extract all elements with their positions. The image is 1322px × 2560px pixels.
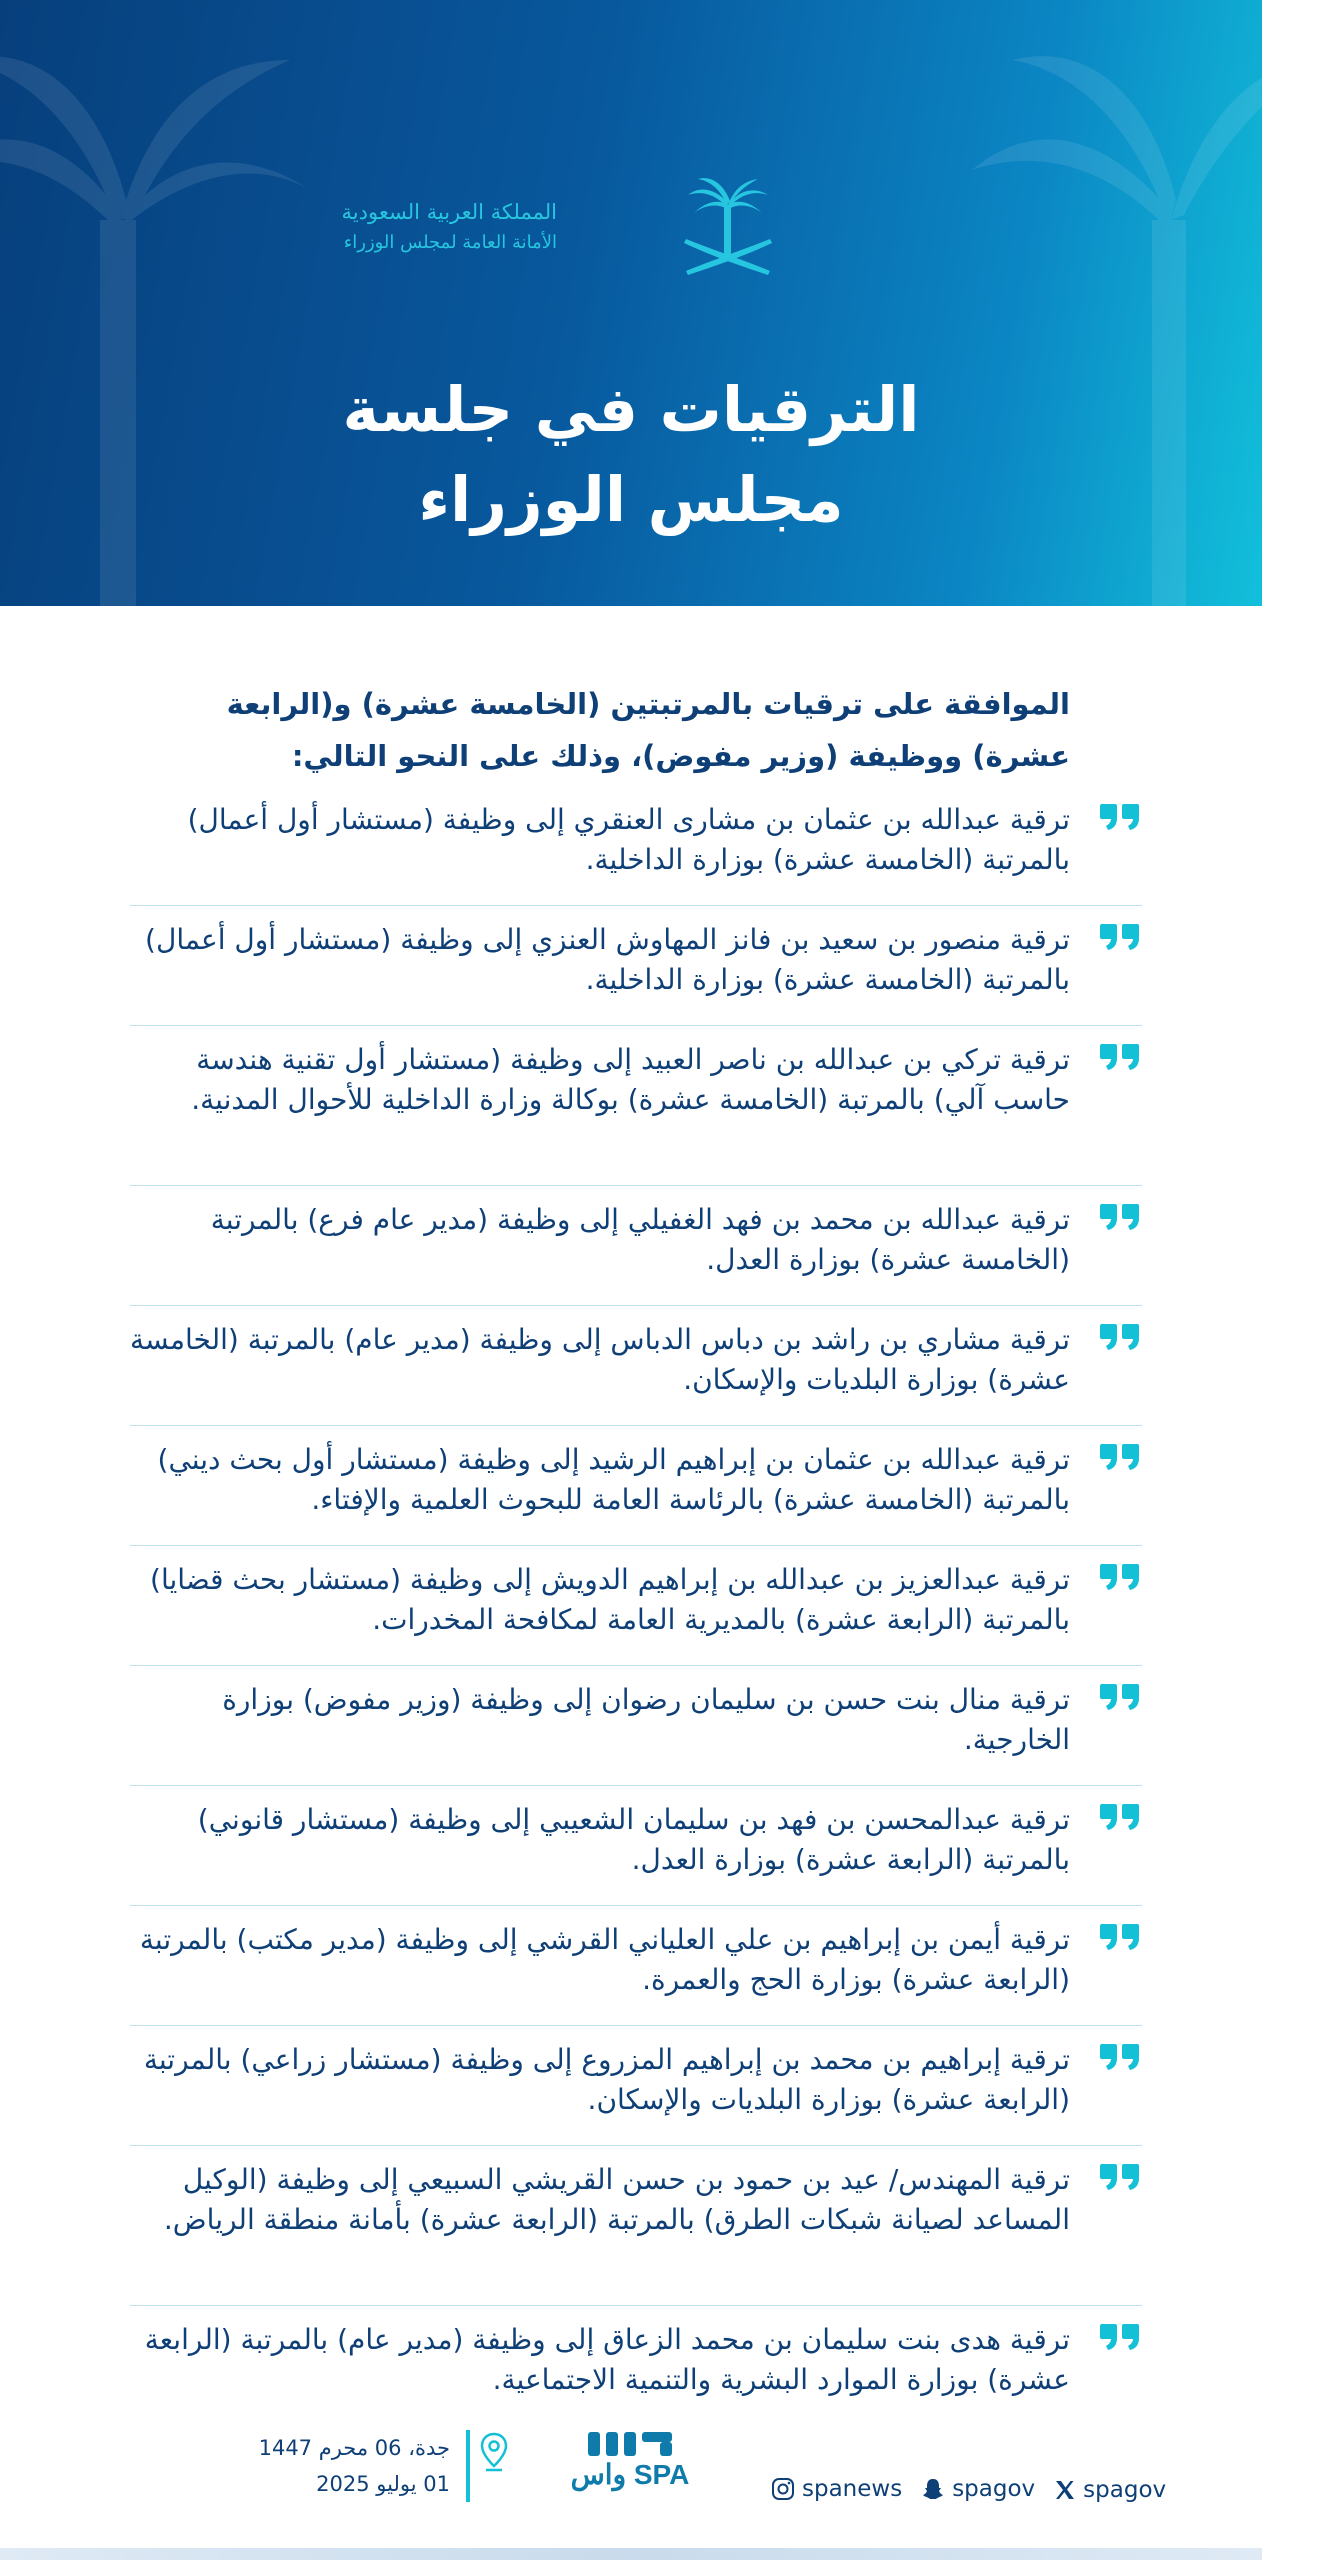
content-area xyxy=(0,606,1262,2560)
intro-paragraph: الموافقة على ترقيات بالمرتبتين (الخامسة عشرة) و(الرابعة عشرة) ووظيفة (وزير مفوض)، وذلك على النحو التالي: xyxy=(226,687,1070,773)
quote-icon xyxy=(1098,1202,1142,1232)
list-item xyxy=(130,1546,1142,1666)
location-pin-icon xyxy=(480,2432,508,2472)
quote-icon xyxy=(1098,802,1142,832)
social-handle: spagov xyxy=(1083,2477,1167,2503)
quote-icon xyxy=(1098,1322,1142,1352)
social-link-instagram[interactable] xyxy=(770,2476,902,2502)
social-links xyxy=(770,2476,1210,2512)
promotion-text: ترقية إبراهيم بن محمد بن إبراهيم المزروع إلى وظيفة (مستشار زراعي) بالمرتبة (الرابعة عشرة) بوزارة البلديات والإسكان. xyxy=(143,2043,1070,2116)
bottom-strip xyxy=(0,2548,1262,2560)
promotion-text: ترقية عبدالله بن عثمان بن مشارى العنقري إلى وظيفة (مستشار أول أعمال) بالمرتبة (الخامسة عشرة) بوزارة الداخلية. xyxy=(187,803,1070,876)
spa-logo xyxy=(570,2428,690,2490)
list-item xyxy=(130,906,1142,1026)
page-title xyxy=(0,365,1262,545)
list-item xyxy=(130,2026,1142,2146)
social-handle: spagov xyxy=(952,2476,1036,2502)
quote-icon xyxy=(1098,1802,1142,1832)
x-icon xyxy=(1053,2478,1083,2502)
list-item xyxy=(130,1306,1142,1426)
quote-icon xyxy=(1098,1922,1142,1952)
quote-icon xyxy=(1098,2322,1142,2352)
quote-icon xyxy=(1098,1442,1142,1472)
promotion-text: ترقية هدى بنت سليمان بن محمد الزعاق إلى وظيفة (مدير عام) بالمرتبة (الرابعة عشرة) بوزارة الموارد البشرية والتنمية الاجتماعية. xyxy=(144,2323,1070,2396)
logo-country-name: المملكة العربية السعودية xyxy=(341,200,557,224)
promotion-text: ترقية منال بنت حسن بن سليمان رضوان إلى وظيفة (وزير مفوض) بوزارة الخارجية. xyxy=(222,1683,1070,1756)
date-gregorian: 01 يوليو 2025 xyxy=(316,2472,450,2496)
promotion-text: ترقية عبدالمحسن بن فهد بن سليمان الشعيبي إلى وظيفة (مستشار قانوني) بالمرتبة (الرابعة عشرة) بوزارة العدل. xyxy=(197,1803,1070,1876)
social-link-snapchat[interactable] xyxy=(920,2476,1035,2502)
list-item xyxy=(130,1426,1142,1546)
list-item xyxy=(130,1906,1142,2026)
social-handle: spanews xyxy=(802,2476,903,2502)
title-line-1: الترقيات في جلسة xyxy=(342,373,920,446)
promotion-text: ترقية تركي بن عبدالله بن ناصر العبيد إلى وظيفة (مستشار أول تقنية هندسة حاسب آلي) بالمرتبة (الخامسة عشرة) بوكالة وزارة الداخلية للأحوال المدنية. xyxy=(191,1043,1070,1116)
quote-icon xyxy=(1098,1562,1142,1592)
header-banner xyxy=(0,0,1262,606)
date-hijri: جدة، 06 محرم 1447 xyxy=(258,2436,450,2460)
list-item xyxy=(130,1666,1142,1786)
footer-date xyxy=(130,2430,470,2502)
promotion-text: ترقية عبدالعزيز بن عبدالله بن إبراهيم الدويش إلى وظيفة (مستشار بحث قضايا) بالمرتبة (الرابعة عشرة) بالمديرية العامة لمكافحة المخدرات. xyxy=(150,1563,1070,1636)
list-item xyxy=(130,2146,1142,2306)
quote-icon xyxy=(1098,1682,1142,1712)
social-link-x[interactable] xyxy=(1053,2477,1166,2503)
quote-icon xyxy=(1098,922,1142,952)
quote-icon xyxy=(1098,2042,1142,2072)
logo-text xyxy=(297,196,557,258)
list-item xyxy=(130,2306,1142,2426)
promotion-text: ترقية أيمن بن إبراهيم بن علي العلياني القرشي إلى وظيفة (مدير مكتب) بالمرتبة (الرابعة عشرة) بوزارة الحج والعمرة. xyxy=(139,1923,1070,1996)
list-item xyxy=(130,1186,1142,1306)
list-item xyxy=(130,1026,1142,1186)
instagram-icon xyxy=(770,2476,802,2502)
promotion-text: ترقية منصور بن سعيد بن فانز المهاوش العنزي إلى وظيفة (مستشار أول أعمال) بالمرتبة (الخامسة عشرة) بوزارة الداخلية. xyxy=(145,923,1070,996)
promotion-text: ترقية المهندس/ عيد بن حمود بن حسن القريشي السبيعي إلى وظيفة (الوكيل المساعد لصيانة شبكات الطرق) بالمرتبة (الرابعة عشرة) بأمانة منطقة الرياض. xyxy=(163,2163,1070,2236)
logo-secretariat-name: الأمانة العامة لمجلس الوزراء xyxy=(343,232,557,253)
promotion-text: ترقية عبدالله بن محمد بن فهد الغفيلي إلى وظيفة (مدير عام فرع) بالمرتبة (الخامسة عشرة) بوزارة العدل. xyxy=(210,1203,1070,1276)
promotions-list xyxy=(130,786,1142,2426)
spa-logo-text: واس SPA xyxy=(570,2459,690,2490)
promotion-text: ترقية عبدالله بن عثمان بن إبراهيم الرشيد إلى وظيفة (مستشار أول بحث ديني) بالمرتبة (الخامسة عشرة) بالرئاسة العامة للبحوث العلمية والإفتاء. xyxy=(157,1443,1070,1516)
snapchat-icon xyxy=(920,2476,952,2502)
title-line-2: مجلس الوزراء xyxy=(418,463,844,536)
promotion-text: ترقية مشاري بن راشد بن دباس الدباس إلى وظيفة (مدير عام) بالمرتبة (الخامسة عشرة) بوزارة البلديات والإسكان. xyxy=(129,1323,1070,1396)
list-item xyxy=(130,1786,1142,1906)
quote-icon xyxy=(1098,2162,1142,2192)
palm-swords-emblem-icon xyxy=(680,175,776,280)
list-item xyxy=(130,786,1142,906)
quote-icon xyxy=(1098,1042,1142,1072)
